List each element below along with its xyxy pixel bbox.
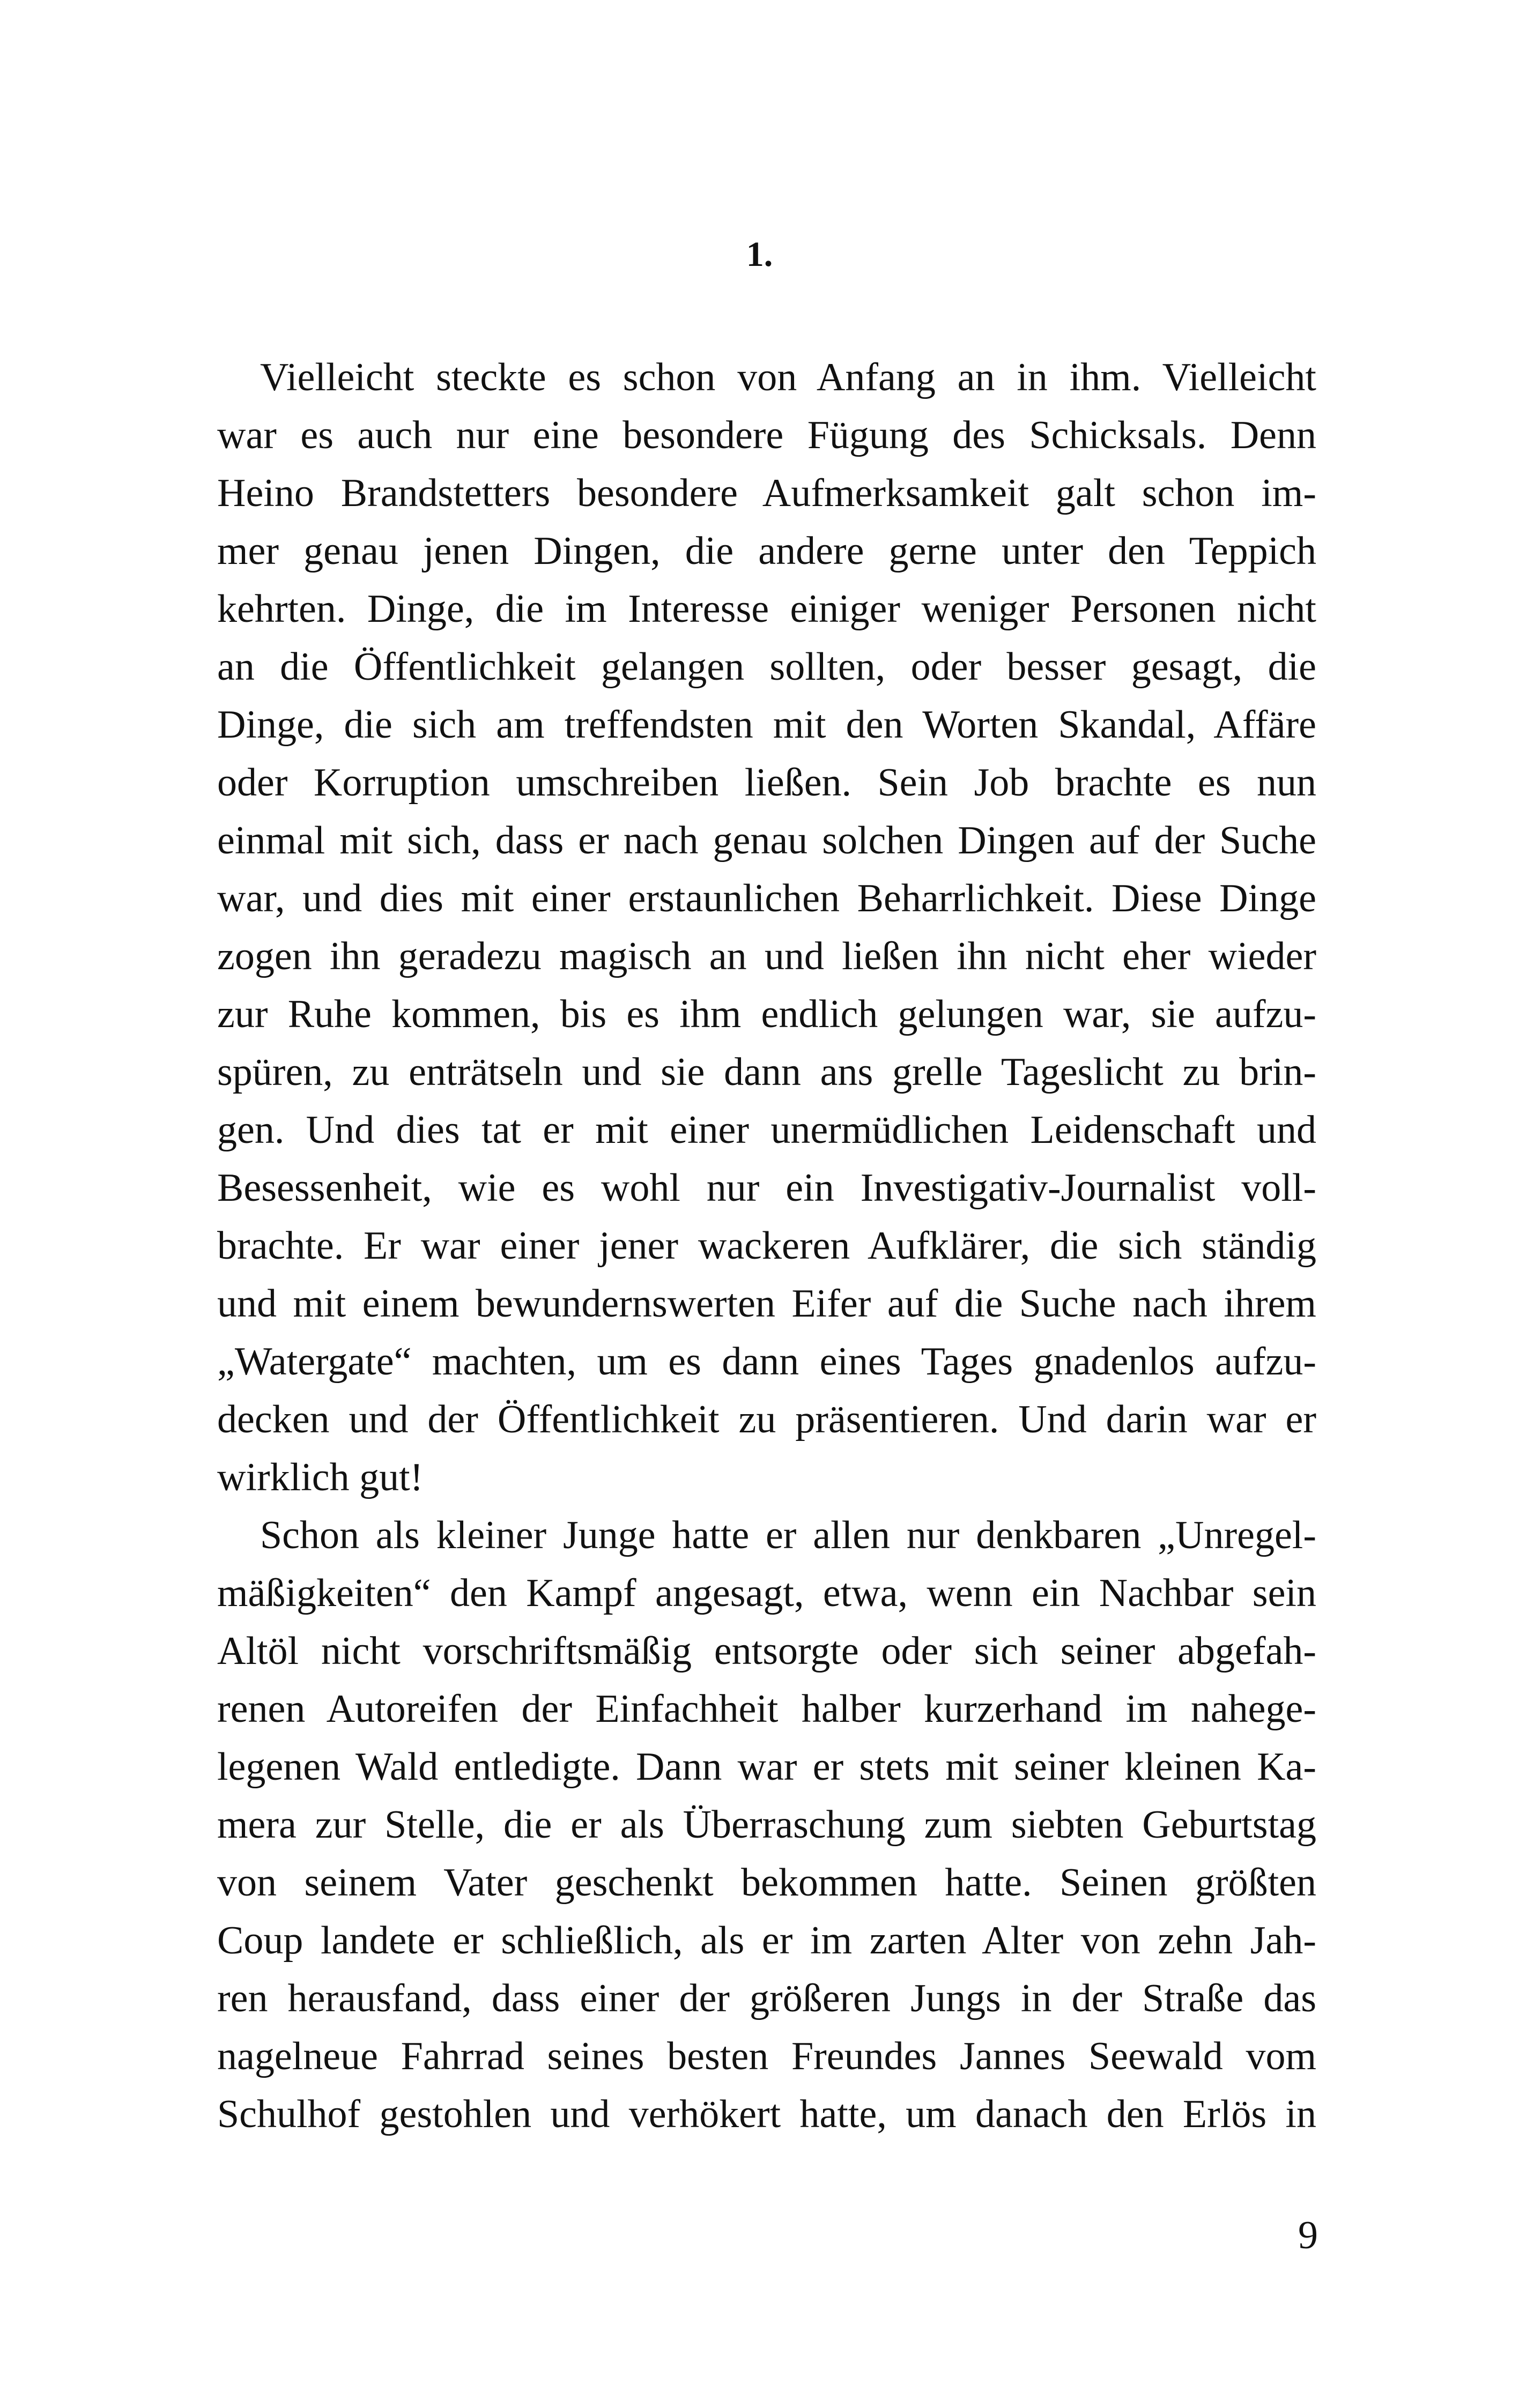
chapter-heading: 1. (746, 235, 773, 274)
text-line: einmal mit sich, dass er nach genau solchen Dingen auf der Suche (217, 819, 1316, 863)
text-line: Schulhof gestohlen und verhökert hatte, um danach den Erlös in (217, 2092, 1316, 2136)
text-line: Coup landete er schließlich, als er im zarten Alter von zehn Jah- (217, 1919, 1316, 1963)
text-line: oder Korruption umschreiben ließen. Sein Job brachte es nun (217, 761, 1316, 805)
text-line: ren herausfand, dass einer der größeren Jungs in der Straße das (217, 1976, 1316, 2020)
text-line: mer genau jenen Dingen, die andere gerne unter den Teppich (217, 529, 1316, 573)
text-line: Heino Brandstetters besondere Aufmerksamkeit galt schon im- (217, 471, 1316, 515)
text-line: Dinge, die sich am treffendsten mit den Worten Skandal, Affäre (217, 703, 1316, 747)
text-line: „Watergate“ machten, um es dann eines Tages gnadenlos aufzu- (217, 1340, 1316, 1384)
text-line: mera zur Stelle, die er als Überraschung zum siebten Geburtstag (217, 1803, 1316, 1847)
body-text (217, 348, 1316, 2143)
text-line: und mit einem bewundernswerten Eifer auf die Suche nach ihrem (217, 1282, 1316, 1326)
text-line: brachte. Er war einer jener wackeren Aufklärer, die sich ständig (217, 1224, 1316, 1268)
text-line: mäßigkeiten“ den Kampf angesagt, etwa, wenn ein Nachbar sein (217, 1571, 1316, 1615)
page-number: 9 (1298, 2213, 1318, 2257)
text-line: Besessenheit, wie es wohl nur ein Investigativ-Journalist voll- (217, 1166, 1316, 1210)
paragraph (217, 1506, 1316, 2143)
text-line: gen. Und dies tat er mit einer unermüdlichen Leidenschaft und (217, 1108, 1316, 1152)
text-line: wirklich gut! (217, 1455, 424, 1499)
text-line: an die Öffentlichkeit gelangen sollten, oder besser gesagt, die (217, 645, 1316, 689)
text-line: war es auch nur eine besondere Fügung des Schicksals. Denn (217, 413, 1316, 457)
text-line: Altöl nicht vorschriftsmäßig entsorgte oder sich seiner abgefah- (217, 1629, 1316, 1673)
text-line: renen Autoreifen der Einfachheit halber kurzerhand im nahege- (217, 1687, 1316, 1731)
text-line: spüren, zu enträtseln und sie dann ans grelle Tageslicht zu brin- (217, 1050, 1316, 1094)
text-line: zur Ruhe kommen, bis es ihm endlich gelungen war, sie aufzu- (217, 992, 1316, 1036)
text-line: legenen Wald entledigte. Dann war er stets mit seiner kleinen Ka- (217, 1745, 1316, 1789)
paragraph (217, 348, 1316, 1506)
text-line: Schon als kleiner Junge hatte er allen nur denkbaren „Unregel- (260, 1513, 1316, 1557)
text-line: Vielleicht steckte es schon von Anfang an in ihm. Vielleicht (260, 355, 1316, 399)
text-line: zogen ihn geradezu magisch an und ließen ihn nicht eher wieder (217, 934, 1316, 978)
text-line: kehrten. Dinge, die im Interesse einiger weniger Personen nicht (217, 587, 1316, 631)
text-line: decken und der Öffentlichkeit zu präsentieren. Und darin war er (217, 1398, 1316, 1441)
text-line: nagelneue Fahrrad seines besten Freundes Jannes Seewald vom (217, 2034, 1316, 2078)
text-line: von seinem Vater geschenkt bekommen hatte. Seinen größten (217, 1861, 1316, 1905)
text-line: war, und dies mit einer erstaunlichen Beharrlichkeit. Diese Dinge (217, 876, 1316, 920)
